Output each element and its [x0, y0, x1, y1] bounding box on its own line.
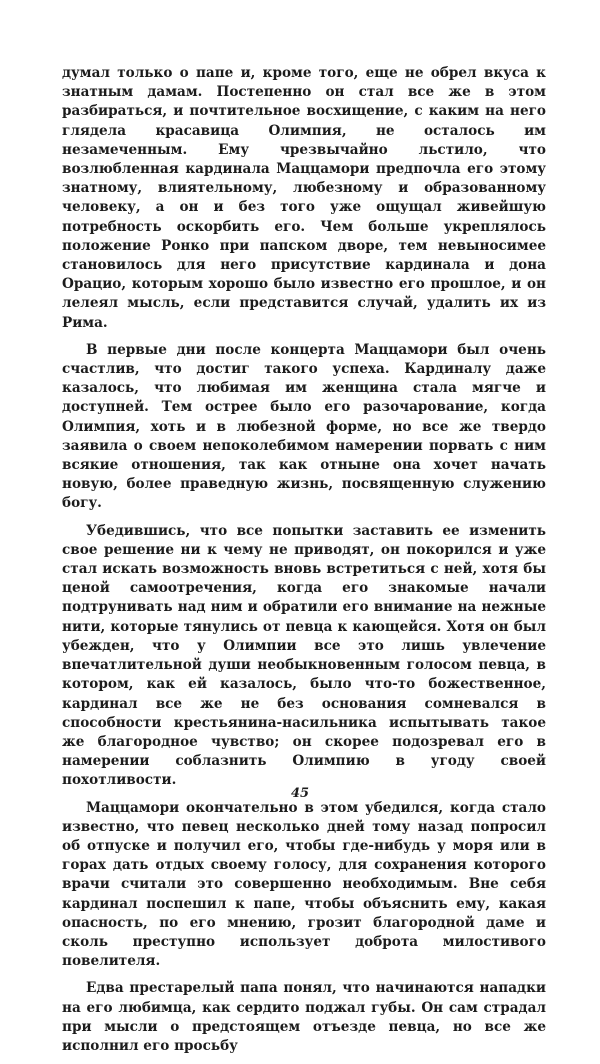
page-number: 45	[290, 786, 310, 801]
paragraph-3: Убедившись, что все попытки заставить ее изменить свое решение ни к чему не приводят, он покорился и уже стал искать возможность вновь встретиться с ней, хотя бы ценой самоотречения, когда его знакомые начали подтрунивать над ним и обратили его внимание на нежные нити, которые тянулись от певца к кающейся. Хотя он был убежден, что у Олимпии все это лишь увлечение впечатлительной души необыкновенным голосом певца, в котором, как ей казалось, было что-то божественное, кардинал все же не без основания сомневался в способности крестьянина-насильника испытывать такое же благородное чувство; он скорее подозревал его в намерении соблазнить Олимпию в угоду своей похотливости.	[62, 522, 546, 789]
paragraph-1: думал только о папе и, кроме того, еще не обрел вкуса к знатным дамам. Постепенно он стал все же в этом разбираться, и почтительное восхищение, с каким на него глядела красавица Олимпия, не осталось им незамеченным. Ему чрезвычайно льстило, что возлюбленная кардинала Маццамори предпочла его этому знатному, влиятельному, любезному и образованному человеку, а он и без того уже ощущал живейшую потребность оскорбить его. Чем больше укреплялось положение Ронко при папском дворе, тем невыносимее становилось для него присутствие кардинала и дона Орацио, которым хорошо было известно его прошлое, и он лелеял мысль, если представится случай, удалить их из Рима.	[62, 65, 546, 331]
body-text	[62, 64, 546, 1064]
paragraph-2: В первые дни после концерта Маццамори был очень счастлив, что достиг такого успеха. Кардиналу даже казалось, что любимая им женщина стала мягче и доступней. Тем острее было его разочарование, когда Олимпия, хоть и в любезной форме, но все же твердо заявила о своем непоколебимом намерении порвать с ним всякие отношения, так как отныне она хочет начать новую, более праведную жизнь, посвященную служению богу.	[62, 341, 546, 512]
paragraph-5: Едва престарелый папа понял, что начинаются нападки на его любимца, как сердито поджал губы. Он сам страдал при мысли о предстоящем отъезде певца, но все же исполнил его просьбу	[62, 980, 546, 1054]
paragraph-4: Маццамори окончательно в этом убедился, когда стало известно, что певец несколько дней тому назад попросил об отпуске и получил его, чтобы где-нибудь у моря или в горах дать отдых своему голосу, для сохранения которого врачи считали это совершенно необходимым. Вне себя кардинал поспешил к папе, чтобы объяснить ему, какая опасность, по его мнению, грозит благородной даме и сколь преступно использует доброта милостивого повелителя.	[62, 799, 546, 970]
